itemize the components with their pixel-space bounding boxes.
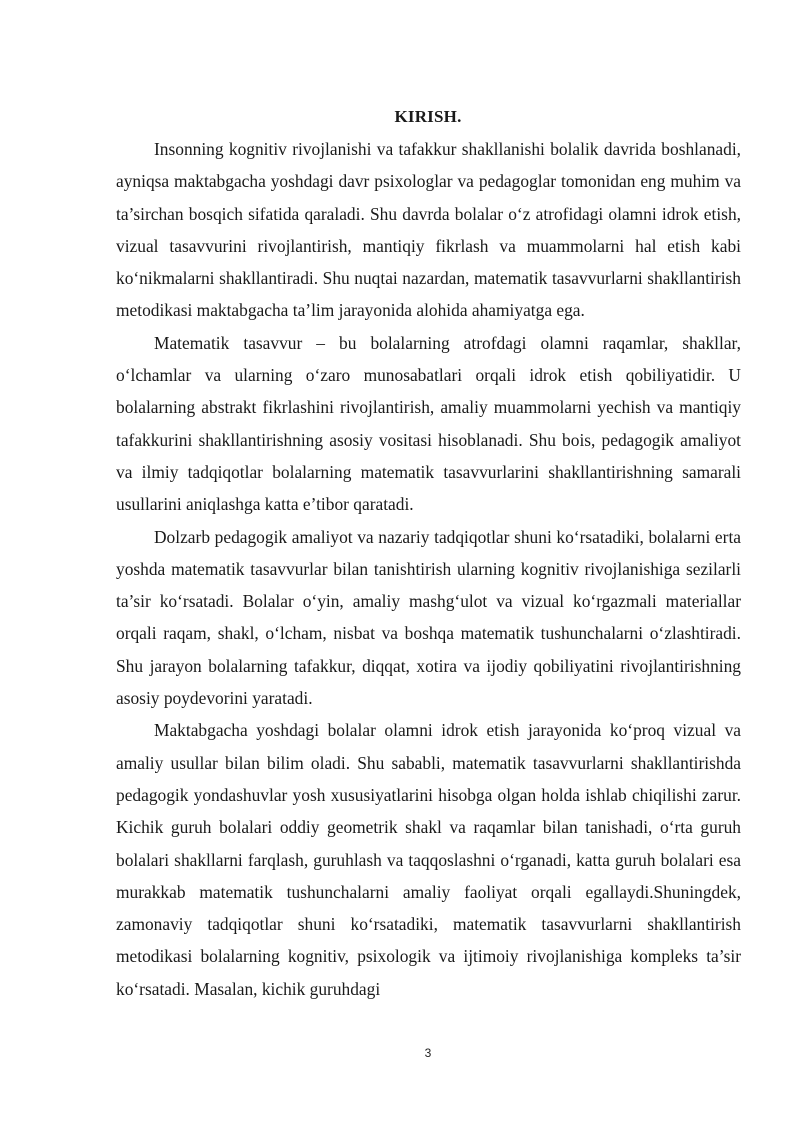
page-title: KIRISH. — [394, 107, 462, 126]
paragraph-definition: Matematik tasavvur – bu bolalarning atrofdagi olamni raqamlar, shakllar, o‘lchamlar va ularning o‘zaro munosabatlari orqali idrok etish qobiliyatidir. U bolalarning abstrakt fikrlashini rivojlantirish, amaliy muammolarni yechish va mantiqiy tafakkurini shakllantirishning asosiy vositasi hisoblanadi. Shu bois, pedagogik amaliyot va ilmiy tadqiqotlar bolalarning matematik tasavvurlarini shakllantirishning samarali usullarini aniqlashga katta e’tibor qaratadi. — [116, 332, 741, 515]
paragraph-research: Dolzarb pedagogik amaliyot va nazariy tadqiqotlar shuni ko‘rsatadiki, bolalarni erta yoshda matematik tasavvurlar bilan tanishtirish ularning kognitiv rivojlanishiga sezilarli ta’sir ko‘rsatadi. Bolalar o‘yin, amaliy mashg‘ulot va vizual ko‘rgazmali materiallar orqali raqam, shakl, o‘lcham, nisbat va boshqa matematik tushunchalarni o‘zlashtiradi. Shu jarayon bolalarning tafakkur, diqqat, xotira va ijodiy qobiliyatini rivojlantirishning asosiy poydevorini yaratadi. — [116, 526, 741, 709]
paragraph-intro: Insonning kognitiv rivojlanishi va tafakkur shakllanishi bolalik davrida boshlanadi, ayniqsa maktabgacha yoshdagi davr psixologlar va pedagoglar tomonidan eng muhim va ta’sirchan bosqich sifatida qaraladi. Shu davrda bolalar o‘z atrofidagi olamni idrok etish, vizual tasavvurini rivojlantirish, mantiqiy fikrlash va muammolarni hal etish kabi ko‘nikmalarni shakllantiradi. Shu nuqtai nazardan, matematik tasavvurlarni shakllantirish metodikasi maktabgacha ta’lim jarayonida alohida ahamiyatga ega. — [116, 139, 741, 321]
paragraph-methods: Maktabgacha yoshdagi bolalar olamni idrok etish jarayonida ko‘proq vizual va amaliy usullar bilan bilim oladi. Shu sababli, matematik tasavvurlarni shakllantirishda pedagogik yondashuvlar yosh xususiyatlarini hisobga olgan holda ishlab chiqilishi zarur. Kichik guruh bolalari oddiy geometrik shakl va raqamlar bilan tanishadi, o‘rta guruh bolalari shakllarni farqlash, guruhlash va taqqoslashni o‘rganadi, katta guruh bolalari esa murakkab matematik tushunchalarni amaliy faoliyat orqali egallaydi.Shuningdek, zamonaviy tadqiqotlar shuni ko‘rsatadiki, matematik tasavvurlarni shakllantirish metodikasi bolalarning kognitiv, psixologik va ijtimoiy rivojlanishiga kompleks ta’sir ko‘rsatadi. Masalan, kichik guruhdagi — [116, 720, 741, 999]
document-body — [116, 133, 741, 1005]
page-number: 3 — [424, 1046, 432, 1060]
